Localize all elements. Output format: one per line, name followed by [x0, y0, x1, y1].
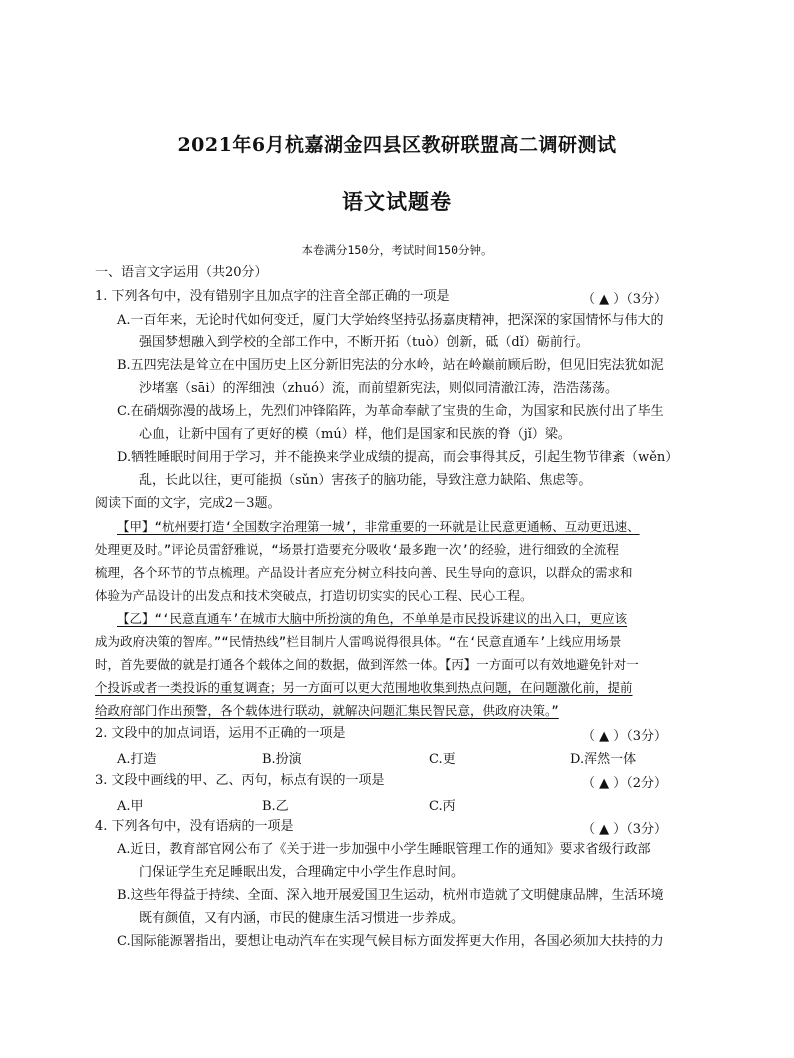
q4-stem: 4. 下列各句中，没有语病的一项是 [95, 819, 294, 834]
q1-option-b-line2: 沙堵塞（sāi）的浑细浊（zhuó）流，而前望新宪法，则似同清澈江涛，浩浩荡荡。 [139, 381, 619, 396]
passage-yi-line4 [95, 679, 705, 697]
q4-option-a-line2: 门保证学生充足睡眠出发，合理确定中小学生作息时间。 [139, 865, 465, 880]
q1-option-d-line2: 乱，长此以往，更可能损（sǔn）害孩子的脑功能，导致注意力缺陷、焦虑等。 [139, 473, 592, 488]
q4-option-c-line1: C.国际能源署指出，要想让电动汽车在实现气候目标方面发挥更大作用，各国必须加大扶持的力 [117, 934, 664, 949]
passage-yi-line4-text: 个投诉或者一类投诉的重复调查；另一方面可以更大范围地收集到热点问题，在问题激化前，提前 [95, 680, 633, 695]
q1-option-a-line1: A.一百年来，无论时代如何变迁，厦门大学始终坚持弘扬嘉庚精神，把深深的家国情怀与伟大的 [117, 313, 664, 328]
q3-stem: 3. 文段中画线的甲、乙、丙句，标点有误的一项是 [95, 773, 385, 788]
passage-yi-line1 [117, 610, 727, 628]
exam-note: 本卷满分150分，考试时间150分钟。 [301, 243, 493, 257]
q1-option-d-line1: D.牺牲睡眠时间用于学习，并不能换来学业成绩的提高，而会事得其反，引起生物节律紊（wěn） [117, 450, 679, 465]
q2-mark: （ ▲ ）（3分） [582, 729, 668, 744]
q2-option-a: A.打造 [117, 752, 157, 767]
passage-jia-line1 [117, 518, 727, 536]
reading-intro: 阅读下面的文字，完成2－3题。 [95, 496, 281, 511]
passage-yi-line1-text: 【乙】“‘民意直通车’在城市大脑中所扮演的角色，不单单是市民投诉建议的出入口，更应该 [117, 611, 628, 626]
q1-option-a-line2: 强国梦想融入到学校的全部工作中，不断开拓（tuò）创新，砥（dǐ）砺前行。 [139, 335, 589, 350]
q3-option-c: C.丙 [429, 799, 456, 814]
q4-option-b-line2: 既有颜值，又有内涵，市民的健康生活习惯进一步养成。 [139, 911, 465, 926]
passage-yi-line3-text: 时，首先要做的就是打通各个载体之间的数据，做到浑然一体。【丙】一方面可以有效地避免针对一 [95, 657, 639, 672]
passage-jia-line3: 梳理，各个环节的节点梳理。产品设计者应充分树立科技向善、民生导向的意识，以群众的需求和 [95, 565, 633, 580]
q1-option-b-line1: B.五四宪法是耸立在中国历史上区分新旧宪法的分水岭，站在岭巅前顾后盼，但见旧宪法犹如泥 [117, 358, 664, 373]
q2-option-b: B.扮演 [262, 752, 302, 767]
q1-stem: 1. 下列各句中，没有错别字且加点字的注音全部正确的一项是 [95, 289, 450, 304]
q4-mark: （ ▲ ）（3分） [582, 822, 668, 837]
passage-yi-line2 [95, 633, 705, 651]
passage-yi-line2-text: 成为政府决策的智库。”“民情热线”栏目制片人雷鸣说得很具体。“在‘民意直通车’上线应用场景 [95, 634, 622, 649]
q1-mark: （ ▲ ）（3分） [582, 292, 668, 307]
passage-yi-line5-text: 给政府部门作出预警，各个载体进行联动，就解决问题汇集民智民意，供政府决策。” [95, 703, 559, 718]
q2-stem: 2. 文段中的加点词语，运用不正确的一项是 [95, 726, 346, 741]
q3-mark: （ ▲ ）（2分） [582, 776, 668, 791]
q4-option-b-line1: B.这些年得益于持续、全面、深入地开展爱国卫生运动，杭州市造就了文明健康品牌，生活环境 [117, 888, 664, 903]
passage-jia-line1-text: 【甲】“杭州要打造‘全国数字治理第一城’，非常重要的一环就是让民意更通畅、互动更迅速、 [117, 519, 640, 534]
passage-yi-line5 [95, 702, 705, 720]
passage-yi-line3 [95, 656, 705, 674]
passage-jia-line2-text: 处理更及时。”评论员雷舒雅说，“场景打造要充分吸收‘最多跑一次’的经验，进行细致的全流程 [95, 542, 619, 557]
q3-option-a: A.甲 [117, 799, 144, 814]
exam-title: 2021年6月杭嘉湖金四县区教研联盟高二调研测试 [177, 134, 617, 156]
section-heading: 一、语言文字运用（共20分） [95, 265, 268, 280]
q3-option-b: B.乙 [262, 799, 289, 814]
q1-option-c-line2: 心血，让新中国有了更好的模（mú）样，他们是国家和民族的脊（jǐ）梁。 [139, 427, 571, 442]
q2-option-c: C.更 [429, 752, 456, 767]
paper-subtitle: 语文试题卷 [342, 189, 452, 214]
q2-option-d: D.浑然一体 [570, 752, 637, 767]
q1-option-c-line1: C.在硝烟弥漫的战场上，先烈们冲锋陷阵，为革命奉献了宝贵的生命，为国家和民族付出了毕生 [117, 404, 664, 419]
q4-option-a-line1: A.近日，教育部官网公布了《关于进一步加强中小学生睡眠管理工作的通知》要求省级行政部 [117, 842, 651, 857]
passage-jia-line2 [95, 541, 705, 559]
passage-jia-line4: 体验为产品设计的出发点和技术突破点，打造切切实实的民心工程、民心工程。 [95, 588, 533, 603]
